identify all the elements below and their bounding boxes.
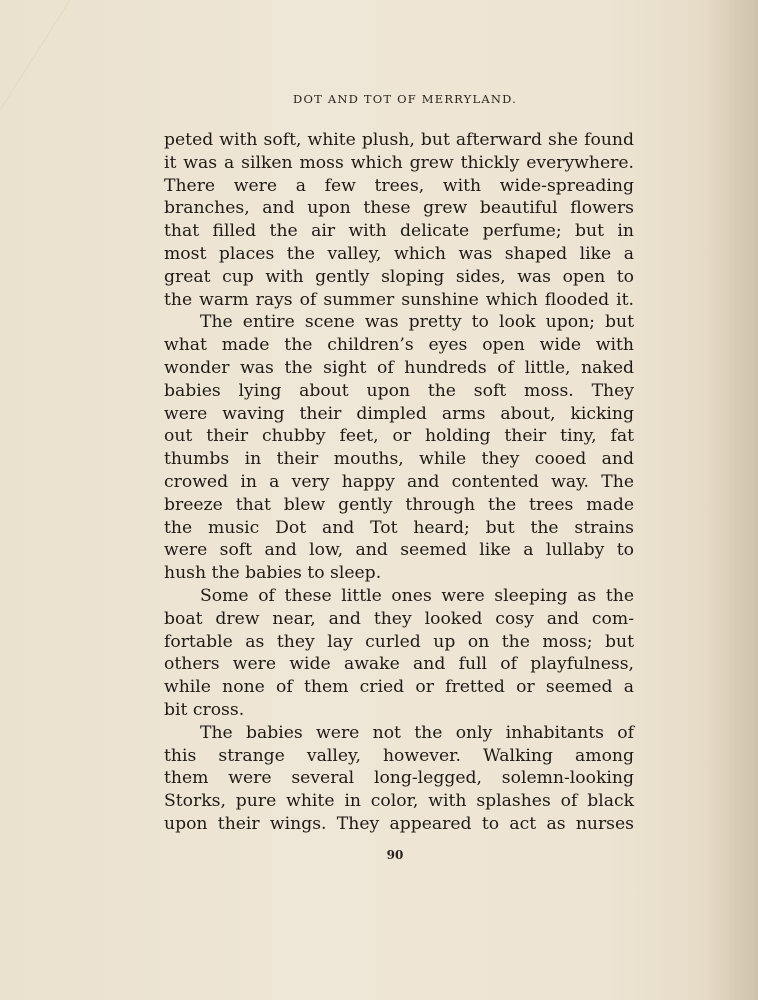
text-line: crowed in a very happy and contented way. The (164, 471, 634, 492)
text-line: wonder was the sight of hundreds of little, naked (164, 357, 634, 378)
text-line: babies lying about upon the soft moss. They (164, 380, 634, 401)
text-line: most places the valley, which was shaped like a (164, 243, 634, 264)
text-line: out their chubby feet, or holding their tiny, fat (164, 426, 634, 447)
page-number: 90 (386, 848, 404, 862)
text-line: were waving their dimpled arms about, kicking (164, 403, 634, 424)
text-line: breeze that blew gently through the trees made (164, 494, 634, 515)
text-line: hush the babies to sleep. (164, 563, 382, 584)
text-line: boat drew near, and they looked cosy and com- (164, 608, 634, 629)
text-line: them were several long-legged, solemn-looking (164, 768, 634, 789)
text-line: Some of these little ones were sleeping as the (200, 585, 634, 606)
text-line: were soft and low, and seemed like a lullaby to (164, 540, 634, 561)
text-line: what made the children’s eyes open wide with (164, 335, 634, 356)
text-line: Storks, pure white in color, with splashes of black (164, 791, 634, 812)
text-line: fortable as they lay curled up on the moss; but (164, 631, 634, 652)
text-line: branches, and upon these grew beautiful flowers (164, 198, 634, 219)
text-line: while none of them cried or fretted or seemed a (164, 677, 634, 698)
running-head: DOT AND TOT OF MERRYLAND. (293, 92, 517, 106)
text-line: the warm rays of summer sunshine which flooded it. (164, 289, 634, 310)
text-line: the music Dot and Tot heard; but the strains (164, 517, 634, 538)
page-body-text (164, 129, 634, 836)
text-line: great cup with gently sloping sides, was open to (164, 266, 634, 287)
text-line: thumbs in their mouths, while they cooed and (164, 449, 634, 470)
text-line: others were wide awake and full of playfulness, (164, 654, 634, 675)
text-line: this strange valley, however. Walking among (164, 745, 634, 766)
text-line: The babies were not the only inhabitants of (200, 722, 634, 743)
text-line: that filled the air with delicate perfume; but in (164, 221, 634, 242)
text-line: upon their wings. They appeared to act as nurses (164, 813, 634, 834)
text-line: it was a silken moss which grew thickly everywhere. (164, 152, 634, 173)
text-line: There were a few trees, with wide-spreading (164, 175, 634, 196)
text-line: bit cross. (164, 699, 245, 720)
text-line: The entire scene was pretty to look upon; but (200, 312, 634, 333)
text-line: peted with soft, white plush, but afterward she found (164, 130, 634, 150)
